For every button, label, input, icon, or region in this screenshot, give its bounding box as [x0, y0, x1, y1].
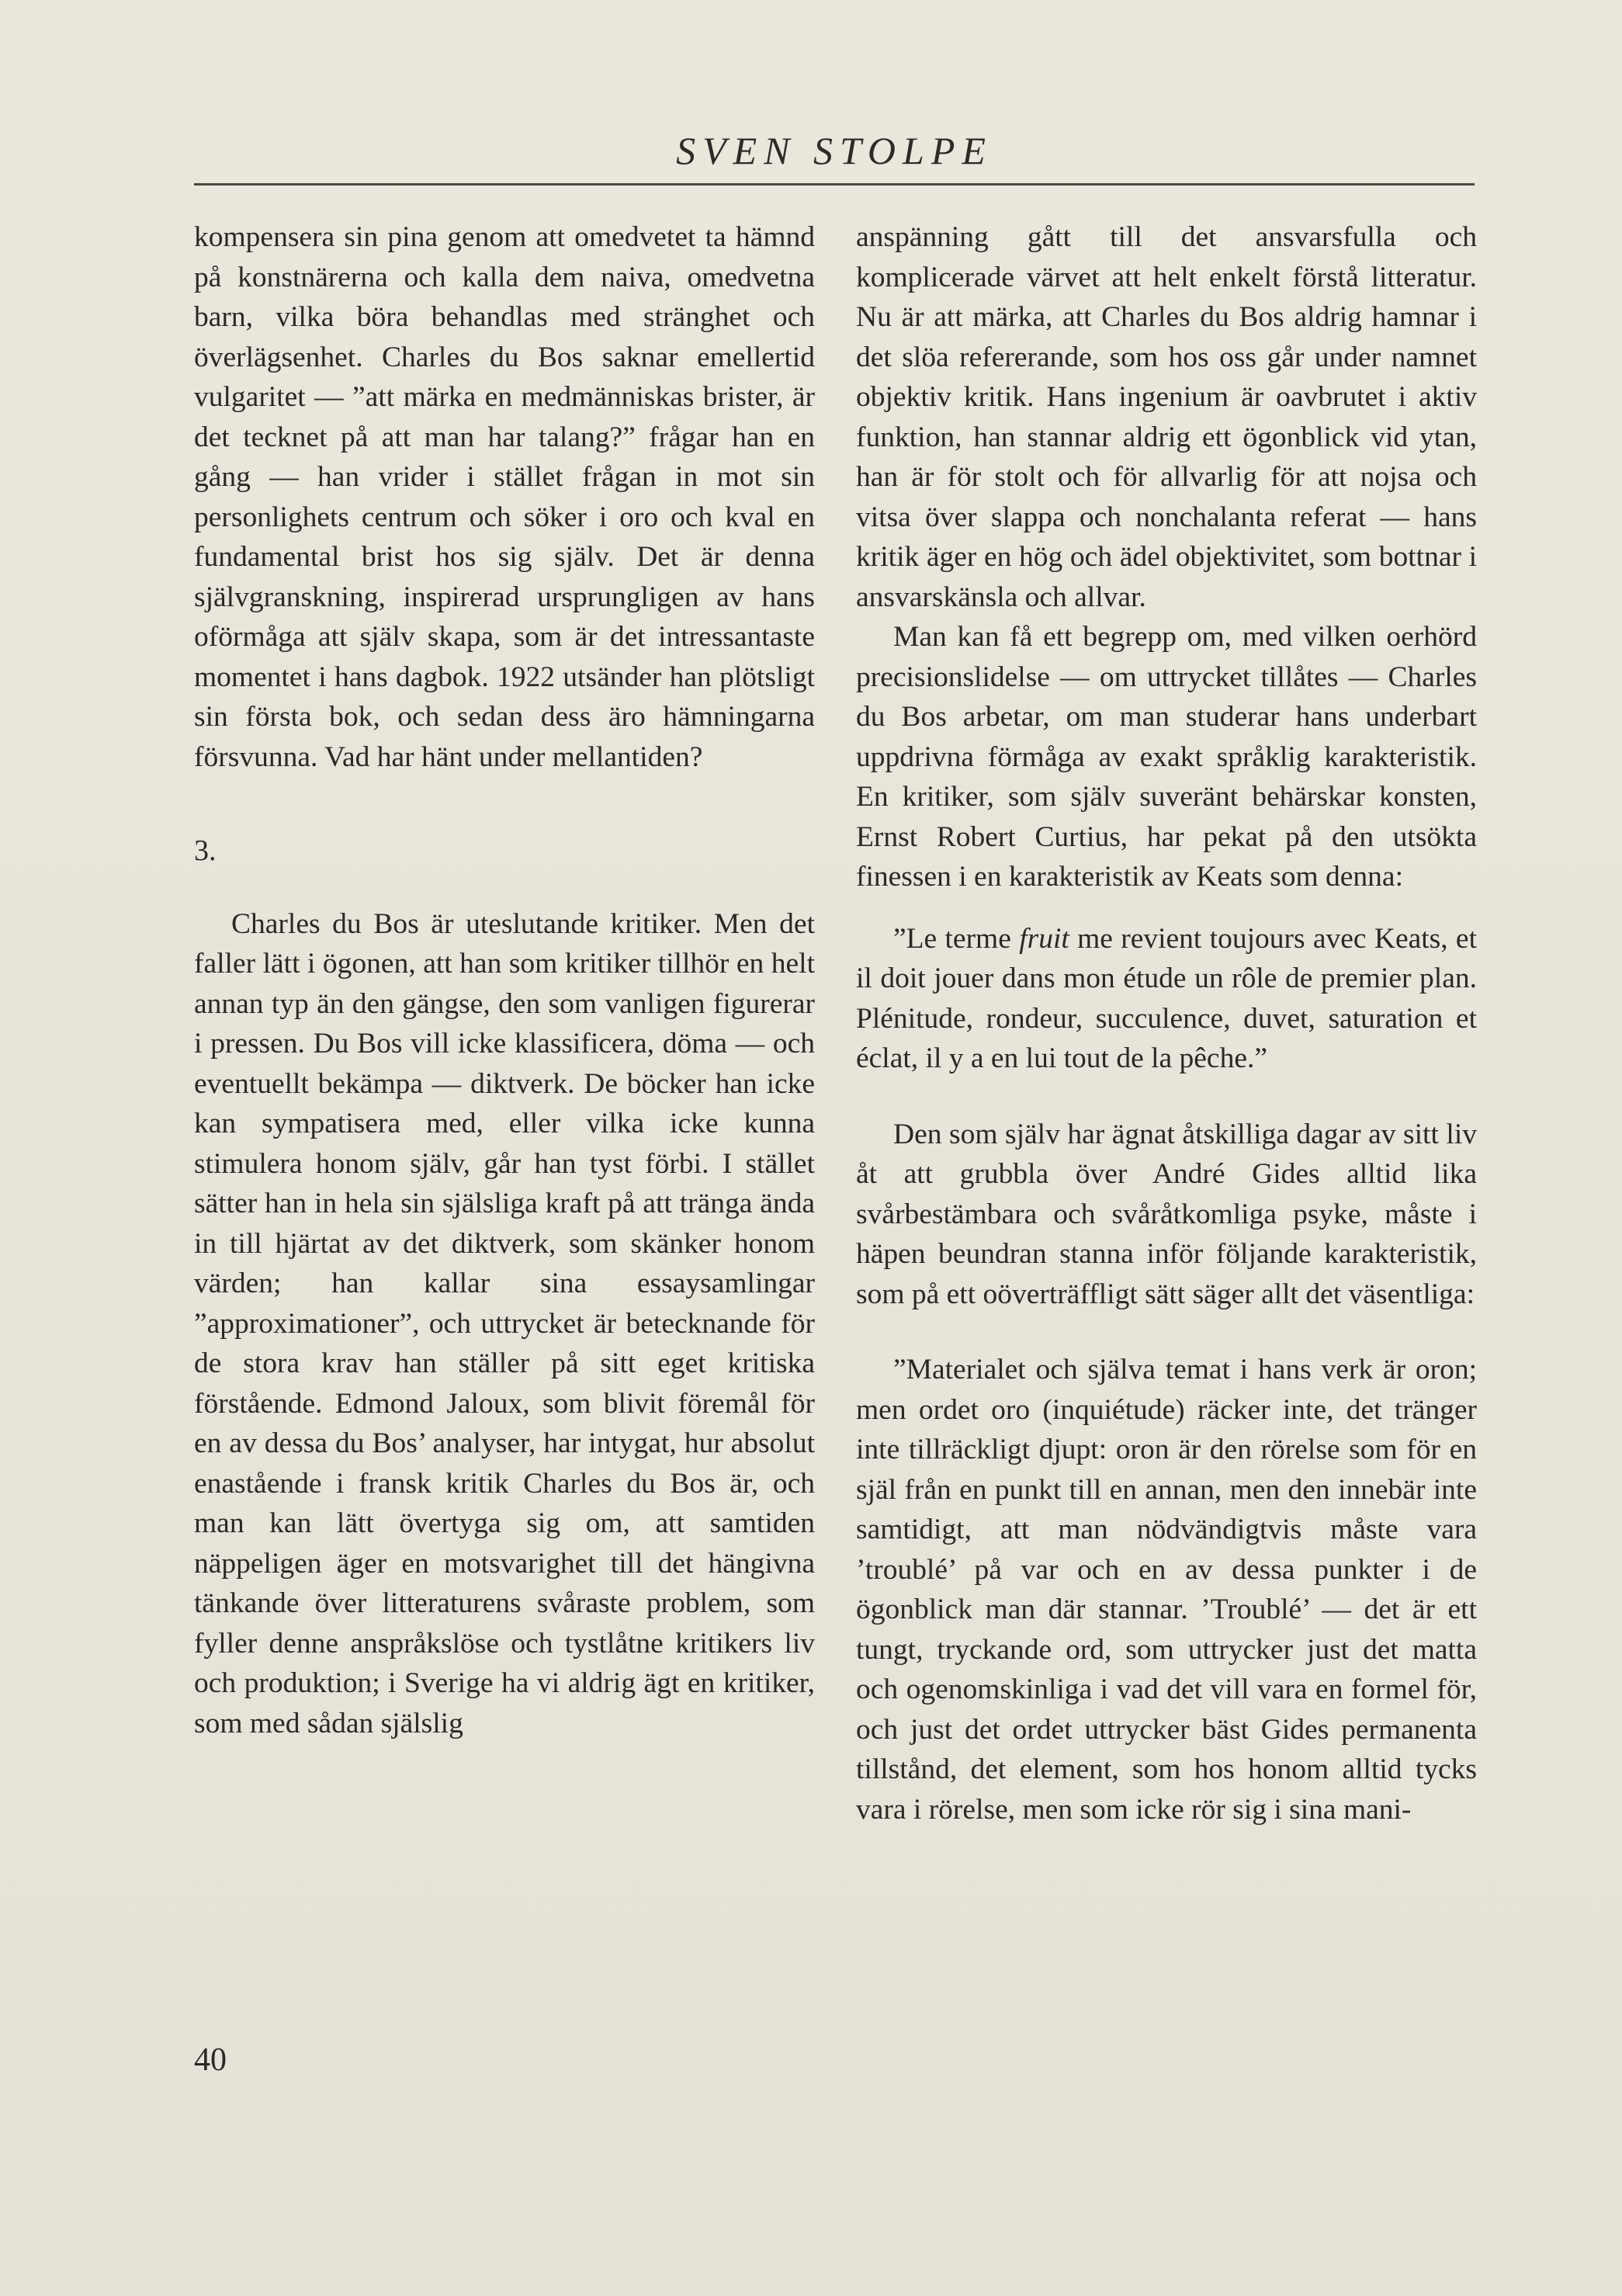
- keats-quote-end: me revient toujours avec Keats, et il doit jouer dans mon étude un rôle de premier plan. Plénitude, rondeur, succulence, duvet, saturation et éclat, il y a en lui tout de la pêche.”: [856, 922, 1477, 1074]
- page-number: 40: [194, 2042, 227, 2078]
- header-rule: [194, 183, 1475, 186]
- keats-quote-start: ”Le terme: [893, 922, 1020, 955]
- running-header: SVEN STOLPE: [676, 129, 993, 172]
- keats-quote-italic-word: fruit: [1019, 922, 1069, 955]
- left-paragraph-2: Charles du Bos är uteslutande kritiker. Men det faller lätt i ögonen, att han som kritiker tillhör en helt annan typ än den gängse, den som vanligen figurerar i pressen. Du Bos vill icke klassificera, döma — och eventuellt bekämpa — diktverk. De böcker han icke kan sympatisera med, eller vilka icke kunna stimulera honom själv, går han tyst förbi. I stället sätter han in hela sin själsliga kraft på att tränga ända in till hjärtat av det diktverk, som skänker honom värden; han kallar sina essaysamlingar ”approximationer”, och uttrycket är betecknande för de stora krav han ställer på sitt eget kritiska förstående. Edmond Jaloux, som blivit föremål för en av dessa du Bos’ analyser, har intygat, hur absolut enastående i fransk kritik Charles du Bos är, och man kan lätt övertyga sig om, att samtiden näppeligen äger en motsvarighet till det hängivna tänkande över litteraturens svåraste problem, som fyller denne anspråkslöse och tystlåtne kritikers liv och produktion; i Sverige ha vi aldrig ägt en kritiker, som med sådan själslig: [194, 907, 815, 1739]
- right-paragraph-2: Man kan få ett begrepp om, med vilken oerhörd precisionslidelse — om uttrycket tillåtes — Charles du Bos arbetar, om man studerar hans underbart uppdrivna förmåga av exakt språklig karakteristik. En kritiker, som själv suveränt behärskar konsten, Ernst Robert Curtius, har pekat på den utsökta finessen i en karakteristik av Keats som denna:: [856, 621, 1477, 893]
- right-paragraph-3: Den som själv har ägnat åtskilliga dagar av sitt liv åt att grubbla över André Gides alltid lika svårbestämbara och svåråtkomliga psyke, måste i häpen beundran stanna inför följande karakteristik, som på ett oöverträffligt sätt säger allt det väsentliga:: [856, 1118, 1477, 1310]
- right-column: [856, 217, 1477, 1830]
- left-column: [194, 217, 815, 1743]
- gide-quote: ”Materialet och själva temat i hans verk är oron; men ordet oro (inquiétude) räcker inte, det tränger inte tillräckligt djupt: oron är den rörelse som för en själ från en punkt till en annan, men den innebär inte samtidigt, att man nödvändigtvis måste vara ’troublé’ på var och en av dessa punkter i de ögonblick man där stannar. ’Troublé’ — det är ett tungt, tryckande ord, som uttrycker just det matta och ogenomskinliga i vad det vill vara en formel för, och just det ordet uttrycker bäst Gides permanenta tillstånd, det element, som hos honom alltid tycks vara i rörelse, men som icke rör sig i sina mani-: [856, 1354, 1477, 1826]
- keats-quote: [856, 919, 1477, 1079]
- section-number: 3.: [194, 834, 217, 867]
- left-paragraph-1: kompensera sin pina genom att omedvetet ta hämnd på konstnärerna och kalla dem naiva, omedvetna barn, vilka böra behandlas med stränghet och överlägsenhet. Charles du Bos saknar emellertid vulgaritet — ”att märka en medmänniskas brister, är det tecknet på att man har talang?” frågar han en gång — han vrider i stället frågan in mot sin personlighets centrum och söker i oro och kval en fundamental brist hos sig själv. Det är denna självgranskning, inspirerad ursprungligen av hans oförmåga att själv skapa, som är det intressantaste momentet i hans dagbok. 1922 utsänder han plötsligt sin första bok, och sedan dess äro hämningarna försvunna. Vad har hänt under mellantiden?: [194, 221, 815, 773]
- right-paragraph-1: anspänning gått till det ansvarsfulla och komplicerade värvet att helt enkelt förstå litteratur. Nu är att märka, att Charles du Bos aldrig hamnar i det slöa refererande, som hos oss går under namnet objektiv kritik. Hans ingenium är oavbrutet i aktiv funktion, han stannar aldrig ett ögonblick vid ytan, han är för stolt och för allvarlig för att nojsa och vitsa över slappa och nonchalanta referat — hans kritik äger en hög och ädel objektivitet, som bottnar i ansvarskänsla och allvar.: [856, 221, 1477, 613]
